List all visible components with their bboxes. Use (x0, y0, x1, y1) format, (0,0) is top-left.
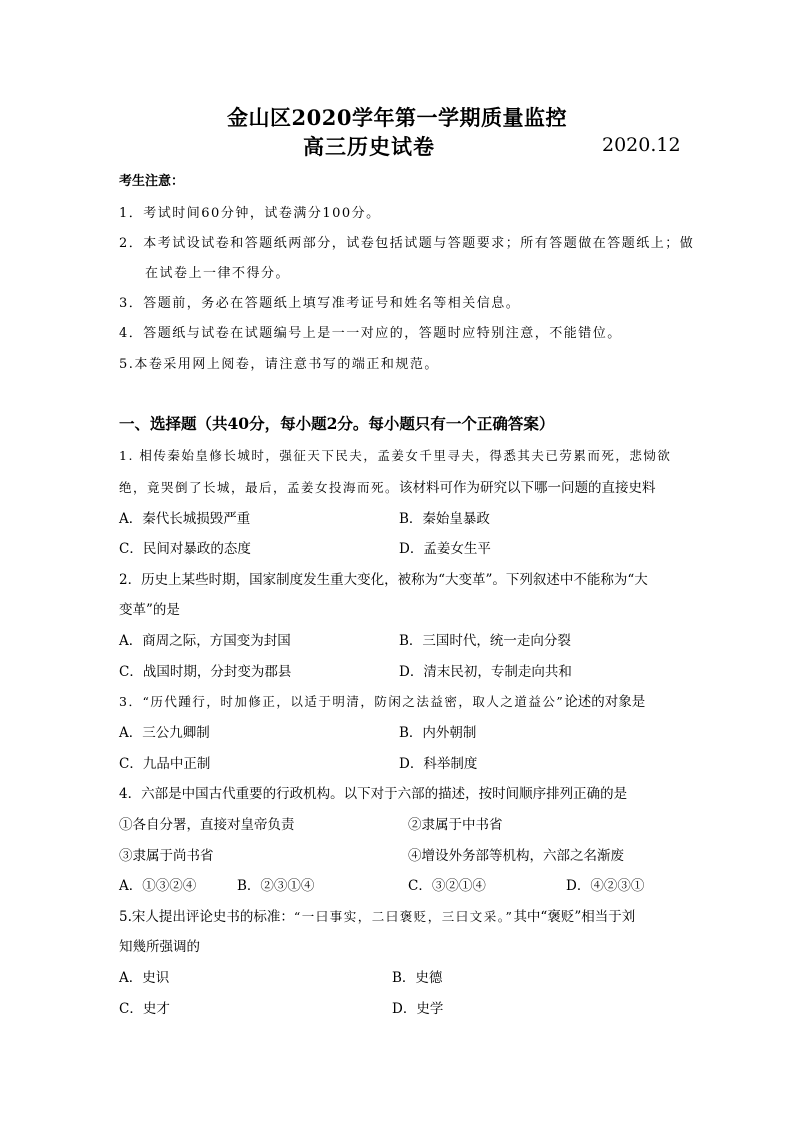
option-b: B．内外朝制 (399, 725, 477, 741)
question-5-quote: “一曰事实，二曰褒贬，三曰文采。” (293, 909, 514, 924)
question-1-line (119, 476, 656, 496)
question-5-text: 其中“褒贬”相当于刘 (513, 909, 636, 925)
option-a: A．史识 (119, 970, 170, 986)
exam-subtitle: 高三历史试卷 (303, 134, 435, 159)
option-b: B．三国时代，统一走向分裂 (399, 633, 571, 649)
section-heading: 一、选择题（共40分，每小题2分。每小题只有一个正确答案） (119, 414, 555, 433)
option-a: A．①③②④ (119, 878, 197, 894)
question-5-line (119, 905, 635, 925)
question-1-line: 1. 相传秦始皇修长城时，强征天下民夫，孟姜女千里寻夫，得悉其夫已劳累而死，悲恸欲 (119, 448, 672, 463)
question-3-text: 论述的对象是 (564, 694, 646, 710)
question-3-quote: 3．“历代踵行，时加修正，以适于明清，防闲之法益密，取人之道益公” (119, 694, 565, 709)
notice-item: 1．考试时间60分钟，试卷满分100分。 (119, 206, 381, 221)
option-c: C．③②①④ (408, 878, 486, 894)
option-b: B．秦始皇暴政 (399, 511, 490, 527)
exam-date: 2020.12 (602, 134, 681, 156)
question-2-line: 2．历史上某些时期，国家制度发生重大变化，被称为“大变革”。下列叙述中不能称为“大 (119, 572, 648, 588)
notice-item: 4．答题纸与试卷在试题编号上是一一对应的，答题时应特别注意，不能错位。 (119, 326, 622, 341)
question-1-text: 绝，竟哭倒了长城，最后，孟姜女投海而死。 (119, 480, 400, 495)
notice-title: 考生注意： (119, 174, 185, 189)
option-c: C．史才 (119, 1001, 170, 1017)
notice-item: 3．答题前，务必在答题纸上填写准考证号和姓名等相关信息。 (119, 296, 521, 311)
statement-2: ②隶属于中书省 (408, 817, 503, 833)
statement-1: ①各自分署，直接对皇帝负责 (119, 817, 295, 833)
option-c: C．九品中正制 (119, 756, 211, 772)
option-b: B．②③①④ (237, 878, 315, 894)
question-5-line: 知幾所强调的 (119, 939, 200, 955)
option-d: D．清末民初，专制走向共和 (399, 664, 572, 680)
option-c: C．战国时期，分封变为郡县 (119, 664, 292, 680)
question-4-line: 4．六部是中国古代重要的行政机构。以下对于六部的描述，按时间顺序排列正确的是 (119, 786, 628, 802)
statement-4: ④增设外务部等机构，六部之名渐废 (408, 848, 624, 864)
option-d: D．史学 (392, 1001, 444, 1017)
option-a: A．秦代长城损毁严重 (119, 511, 251, 527)
option-d: D．④②③① (566, 878, 645, 894)
notice-item: 2．本考试设试卷和答题纸两部分，试卷包括试题与答题要求；所有答题做在答题纸上；做 (119, 236, 695, 251)
option-d: D．科举制度 (399, 756, 478, 772)
option-a: A．商周之际，方国变为封国 (119, 633, 291, 649)
question-2-line: 变革”的是 (119, 602, 180, 618)
option-d: D．孟姜女生平 (399, 541, 491, 557)
question-1-text: 该材料可作为研究以下哪一问题的直接史料 (399, 480, 656, 496)
option-a: A．三公九卿制 (119, 725, 210, 741)
question-5-text: 5.宋人提出评论史书的标准： (119, 909, 294, 925)
statement-3: ③隶属于尚书省 (119, 848, 214, 864)
question-3-line (119, 690, 645, 710)
option-b: B．史德 (392, 970, 443, 986)
exam-title: 金山区2020学年第一学期质量监控 (227, 105, 567, 130)
notice-item: 5.本卷采用网上阅卷，请注意书写的端正和规范。 (119, 357, 439, 372)
option-c: C．民间对暴政的态度 (119, 541, 251, 557)
notice-item: 在试卷上一律不得分。 (145, 266, 291, 281)
